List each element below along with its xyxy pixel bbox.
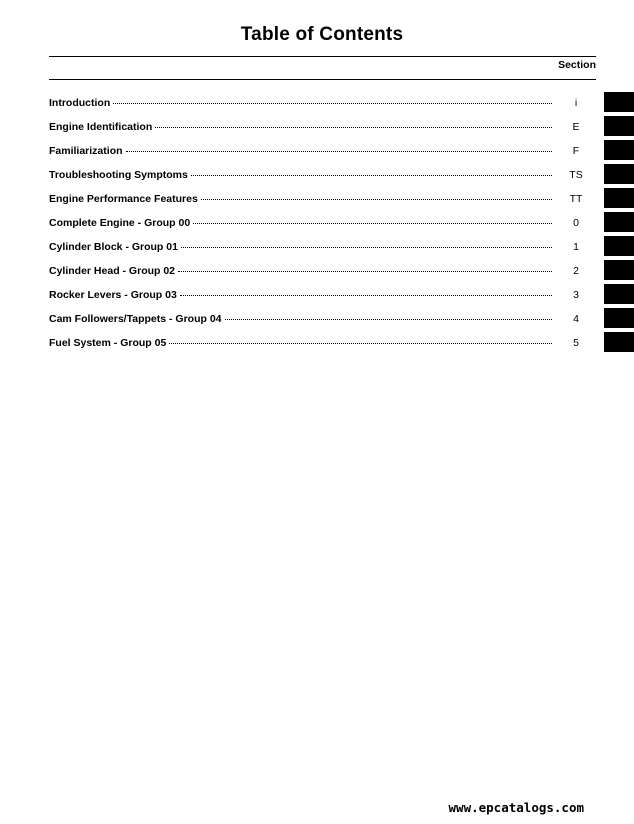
toc-entry-section: 5 bbox=[573, 337, 579, 349]
dot-leader bbox=[155, 126, 552, 128]
toc-entry-label: Troubleshooting Symptoms bbox=[49, 169, 188, 181]
toc-entry-section: 2 bbox=[573, 265, 579, 277]
toc-entry-engine-performance-features[interactable] bbox=[49, 191, 596, 215]
toc-entry-section: 0 bbox=[573, 217, 579, 229]
table-of-contents bbox=[49, 95, 596, 359]
section-tab-fuel-system[interactable] bbox=[604, 332, 634, 352]
watermark: www.epcatalogs.com bbox=[448, 800, 584, 815]
toc-entry-section: TS bbox=[569, 169, 583, 181]
toc-entry-section: 1 bbox=[573, 241, 579, 253]
toc-entry-section: i bbox=[574, 97, 578, 109]
section-tab-cylinder-head[interactable] bbox=[604, 260, 634, 280]
title-divider bbox=[49, 56, 596, 57]
section-tabs bbox=[604, 92, 634, 356]
toc-entry-introduction[interactable] bbox=[49, 95, 596, 119]
toc-entry-cylinder-head[interactable] bbox=[49, 263, 596, 287]
page-title: Table of Contents bbox=[240, 24, 404, 45]
toc-entry-fuel-system[interactable] bbox=[49, 335, 596, 359]
dot-leader bbox=[178, 270, 552, 272]
toc-entry-section: E bbox=[572, 121, 580, 133]
toc-entry-rocker-levers[interactable] bbox=[49, 287, 596, 311]
dot-leader bbox=[126, 150, 552, 152]
dot-leader bbox=[191, 174, 552, 176]
toc-entry-label: Familiarization bbox=[49, 145, 123, 157]
section-tab-engine-performance-features[interactable] bbox=[604, 188, 634, 208]
section-tab-rocker-levers[interactable] bbox=[604, 284, 634, 304]
toc-entry-label: Complete Engine - Group 00 bbox=[49, 217, 191, 229]
toc-entry-label: Cam Followers/Tappets - Group 04 bbox=[49, 313, 222, 325]
toc-entry-section: TT bbox=[569, 193, 583, 205]
dot-leader bbox=[180, 294, 552, 296]
section-tab-familiarization[interactable] bbox=[604, 140, 634, 160]
toc-entry-complete-engine[interactable] bbox=[49, 215, 596, 239]
section-tab-engine-identification[interactable] bbox=[604, 116, 634, 136]
toc-entry-section: 4 bbox=[573, 313, 579, 325]
toc-entry-engine-identification[interactable] bbox=[49, 119, 596, 143]
toc-entry-section: F bbox=[572, 145, 580, 157]
dot-leader bbox=[181, 246, 552, 248]
dot-leader bbox=[169, 342, 552, 344]
toc-entry-cylinder-block[interactable] bbox=[49, 239, 596, 263]
dot-leader bbox=[113, 102, 552, 104]
toc-entry-label: Engine Performance Features bbox=[49, 193, 198, 205]
toc-entry-label: Cylinder Block - Group 01 bbox=[49, 241, 178, 253]
section-tab-introduction[interactable] bbox=[604, 92, 634, 112]
section-column-header: Section bbox=[558, 59, 596, 71]
section-tab-complete-engine[interactable] bbox=[604, 212, 634, 232]
toc-entry-troubleshooting-symptoms[interactable] bbox=[49, 167, 596, 191]
section-tab-troubleshooting-symptoms[interactable] bbox=[604, 164, 634, 184]
section-tab-cylinder-block[interactable] bbox=[604, 236, 634, 256]
header-divider bbox=[49, 79, 596, 80]
toc-entry-cam-followers-tappets[interactable] bbox=[49, 311, 596, 335]
dot-leader bbox=[193, 222, 552, 224]
dot-leader bbox=[201, 198, 552, 200]
toc-entry-label: Introduction bbox=[49, 97, 111, 109]
toc-entry-label: Rocker Levers - Group 03 bbox=[49, 289, 177, 301]
toc-entry-label: Cylinder Head - Group 02 bbox=[49, 265, 176, 277]
toc-entry-familiarization[interactable] bbox=[49, 143, 596, 167]
dot-leader bbox=[225, 318, 552, 320]
toc-entry-label: Fuel System - Group 05 bbox=[49, 337, 167, 349]
toc-entry-section: 3 bbox=[573, 289, 579, 301]
toc-entry-label: Engine Identification bbox=[49, 121, 153, 133]
section-tab-cam-followers-tappets[interactable] bbox=[604, 308, 634, 328]
